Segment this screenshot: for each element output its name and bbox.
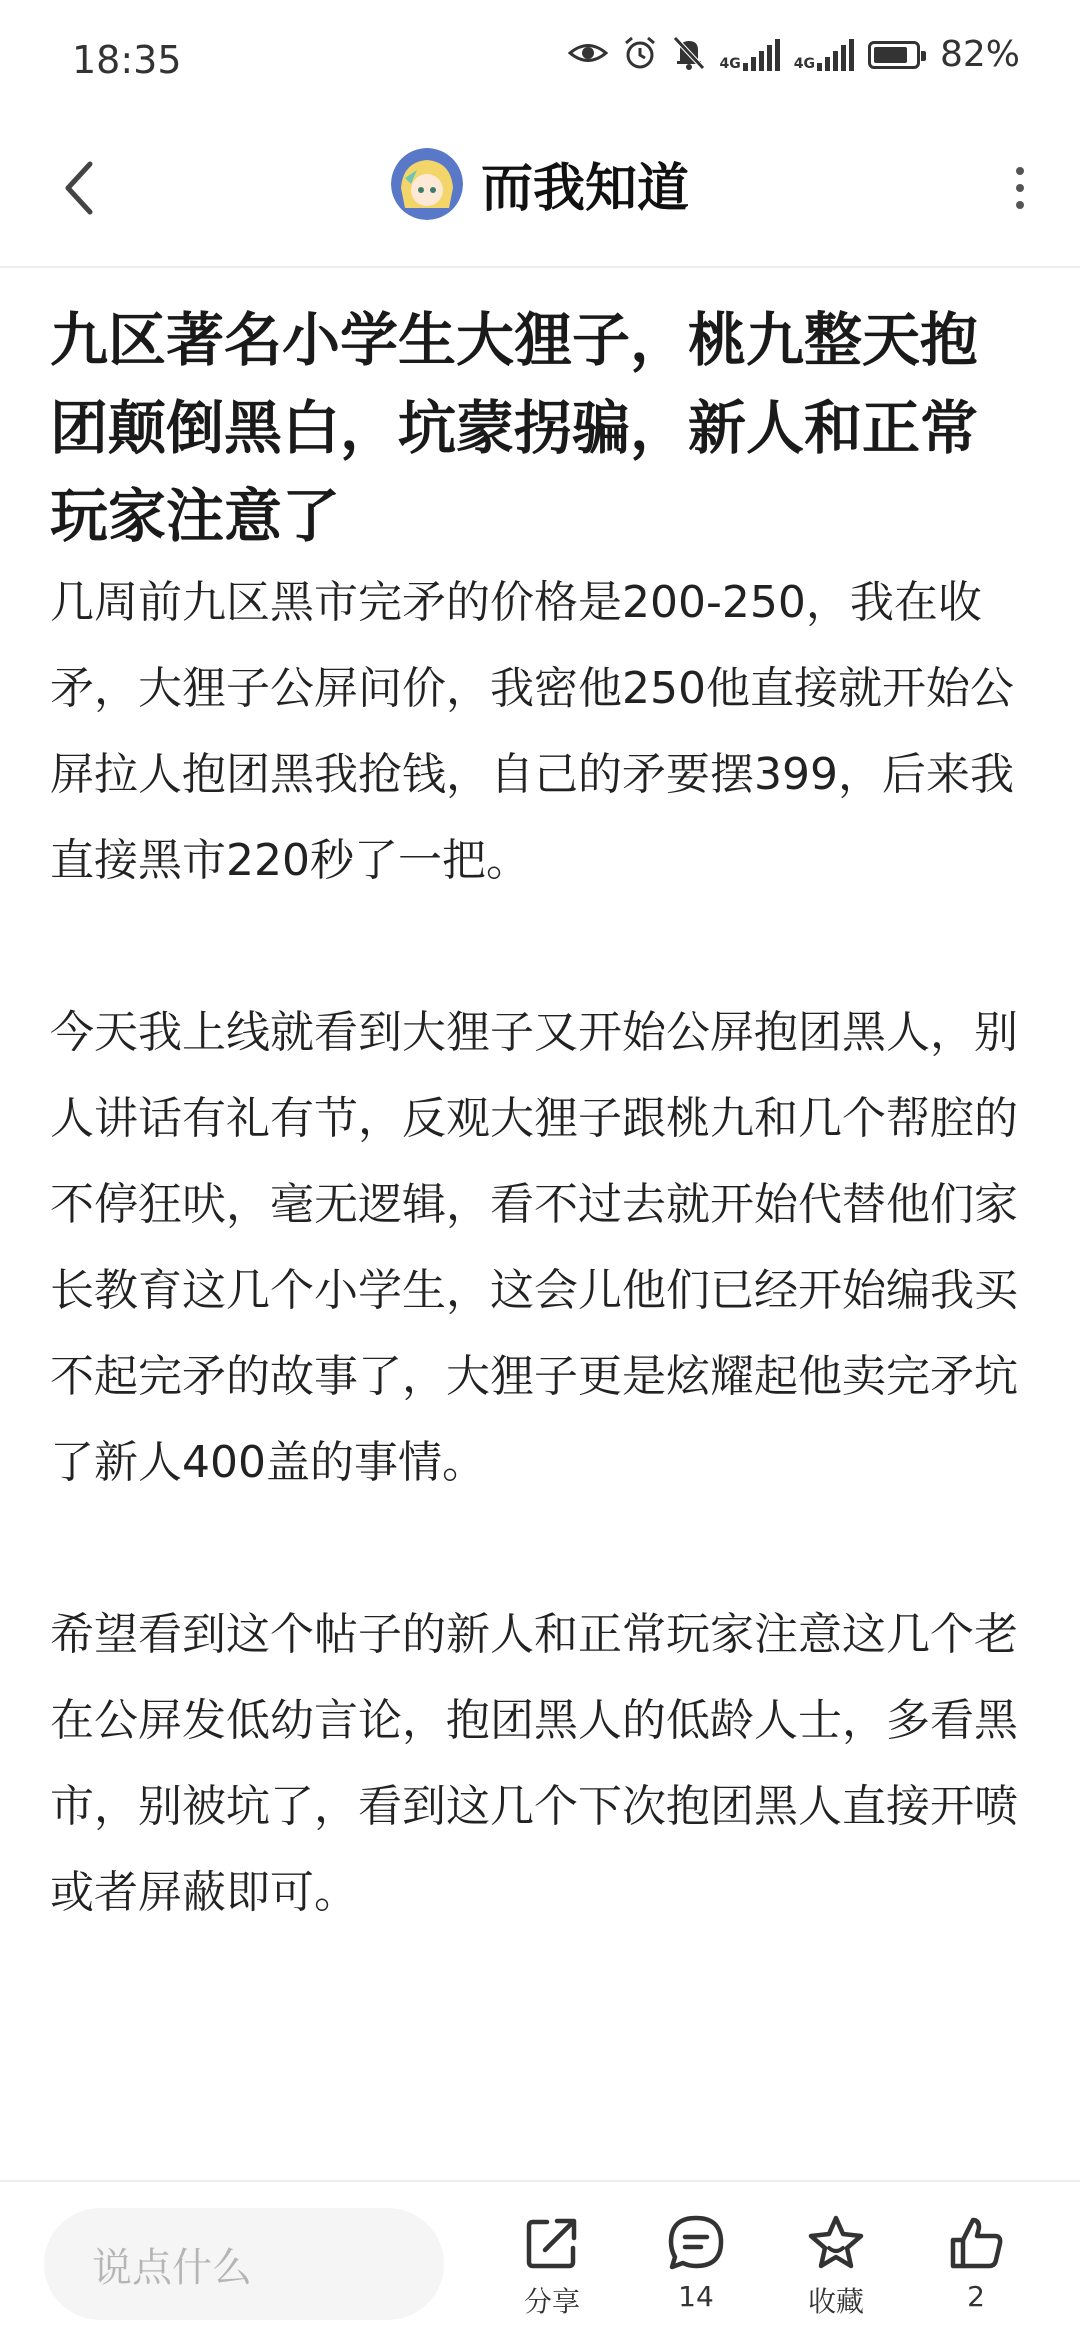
mute-bell-icon bbox=[672, 35, 706, 75]
like-button[interactable] bbox=[916, 2212, 1036, 2313]
status-icons bbox=[568, 34, 1020, 75]
favorite-label: 收藏 bbox=[807, 2285, 864, 2318]
like-count: 2 bbox=[967, 2280, 985, 2313]
comment-count: 14 bbox=[678, 2280, 714, 2313]
alarm-icon bbox=[622, 35, 658, 75]
post-paragraph: 几周前九区黑市完矛的价格是200-250，我在收矛，大狸子公屏问价，我密他250他直接就开始公屏拉人抱团黑我抢钱，自己的矛要摆399，后来我直接黑市220秒了一把。 bbox=[50, 577, 1014, 886]
more-options-button[interactable] bbox=[990, 148, 1050, 228]
top-nav-bar bbox=[0, 120, 1080, 268]
signal-icon bbox=[794, 39, 854, 71]
more-vertical-icon bbox=[1016, 167, 1024, 175]
comment-input[interactable]: 说点什么 bbox=[44, 2208, 444, 2320]
network-type-label: 4G bbox=[719, 55, 741, 72]
star-icon bbox=[805, 2212, 867, 2274]
bottom-action-bar bbox=[0, 2180, 1080, 2342]
comment-icon bbox=[665, 2212, 727, 2274]
favorite-button[interactable] bbox=[776, 2212, 896, 2320]
avatar[interactable] bbox=[391, 148, 463, 220]
author-header[interactable] bbox=[0, 146, 1080, 221]
status-time: 18:35 bbox=[72, 38, 182, 82]
eye-icon bbox=[568, 38, 608, 72]
status-bar bbox=[0, 0, 1080, 120]
battery-icon bbox=[868, 41, 920, 69]
share-label: 分享 bbox=[523, 2285, 580, 2318]
share-icon bbox=[521, 2212, 583, 2274]
network-type-label: 4G bbox=[793, 55, 815, 72]
post-paragraph: 希望看到这个帖子的新人和正常玩家注意这几个老在公屏发低幼言论，抱团黑人的低龄人士，多看黑市，别被坑了，看到这几个下次抱团黑人直接开喷或者屏蔽即可。 bbox=[50, 1609, 1018, 1918]
post-title: 九区著名小学生大狸子，桃九整天抱团颠倒黑白，坑蒙拐骗，新人和正常玩家注意了 bbox=[50, 306, 979, 550]
battery-percent: 82% bbox=[939, 34, 1020, 75]
author-name[interactable]: 而我知道 bbox=[480, 159, 689, 219]
post-content bbox=[50, 296, 1018, 1936]
thumbs-up-icon bbox=[945, 2212, 1007, 2274]
comment-button[interactable] bbox=[636, 2212, 756, 2313]
signal-icon bbox=[720, 39, 780, 71]
post-paragraph: 今天我上线就看到大狸子又开始公屏抱团黑人，别人讲话有礼有节，反观大狸子跟桃九和几个帮腔的不停狂吠，毫无逻辑，看不过去就开始代替他们家长教育这几个小学生，这会儿他们已经开始编我买不起完矛的故事了，大狸子更是炫耀起他卖完矛坑了新人400盖的事情。 bbox=[50, 1007, 1018, 1488]
share-button[interactable] bbox=[492, 2212, 612, 2320]
